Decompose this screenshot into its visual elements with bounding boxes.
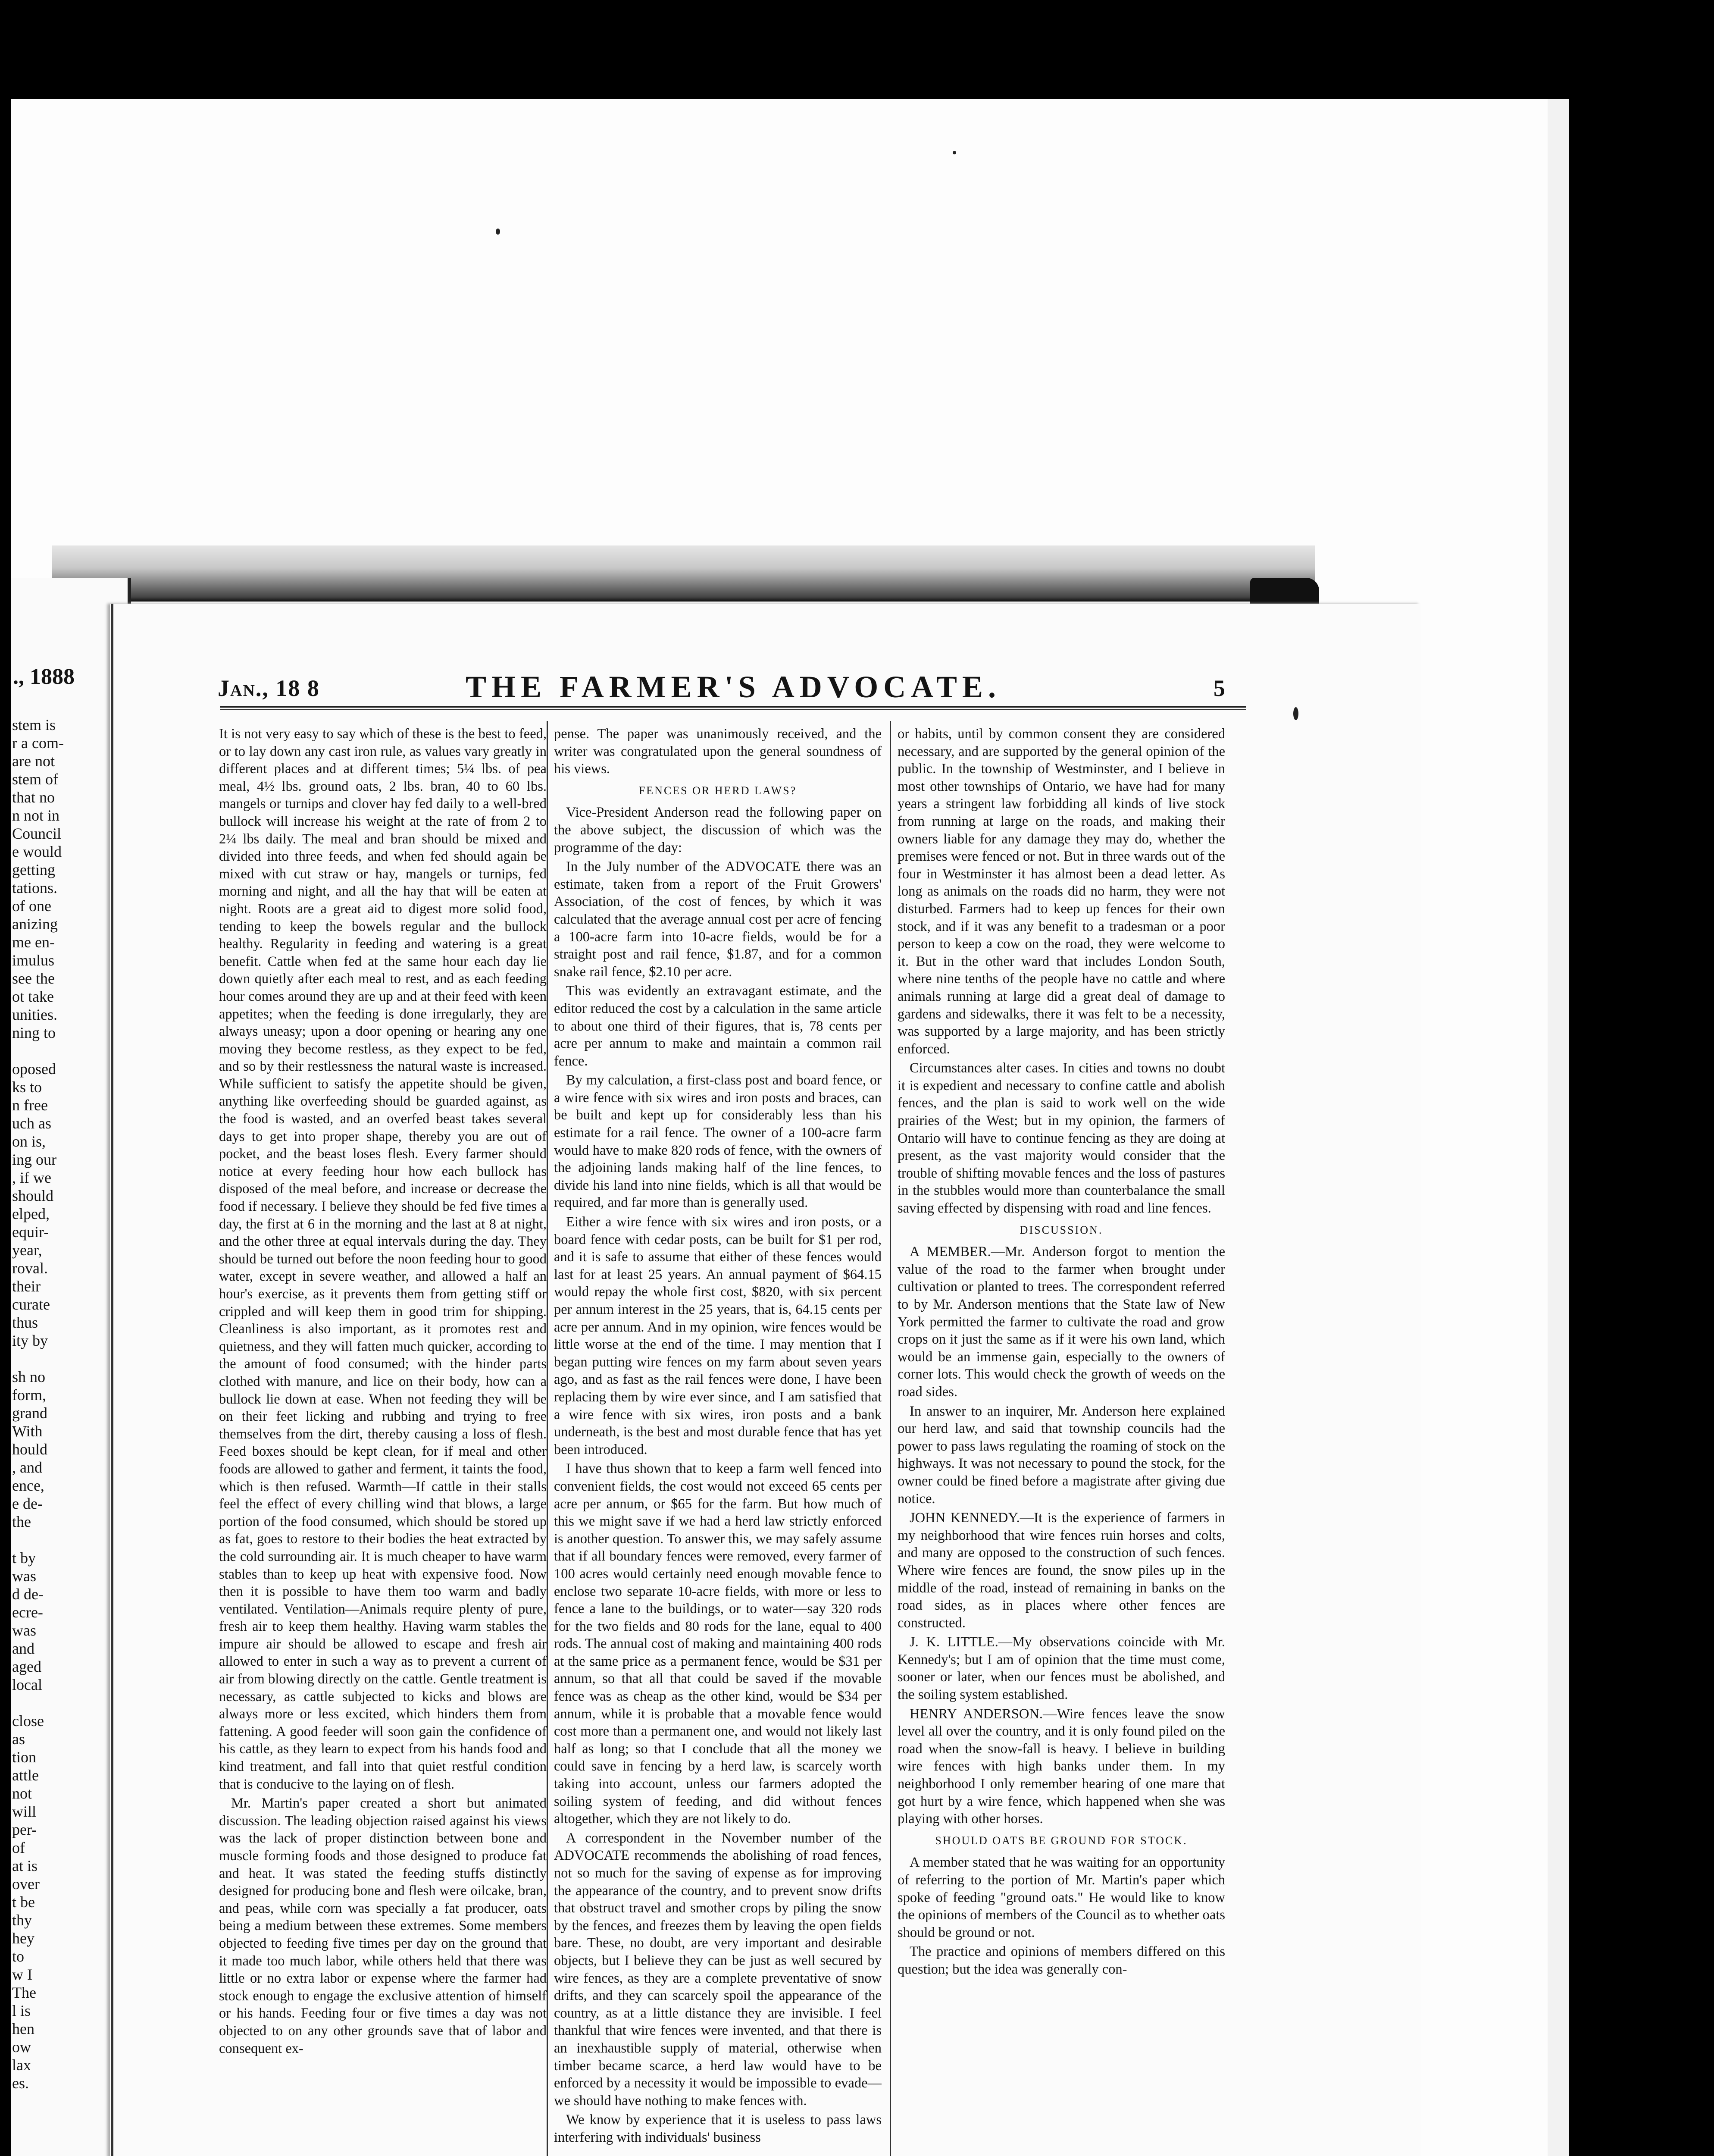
- paragraph: Circumstances alter cases. In cities and towns no doubt it is expedient and necessary to confine cattle and abolish fences, and the plan is said to work well on the wide prairies of the West; but in my opinion, the farmers of Ontario will have to continue fencing as they are doing at present, as the vast majority would consider that the trouble of shifting movable fences and the loss of pastures in the stubbles would more than counterbalance the small saving effected by dispensing with road and line fences.: [898, 1060, 1225, 1216]
- previous-page-fragment: hey: [12, 1930, 34, 1947]
- previous-page-fragment: imulus: [12, 952, 55, 969]
- previous-page-fragment: [12, 1350, 120, 1368]
- paragraph: J. K. LITTLE.—My observations coincide with Mr. Kennedy's; but I am of opinion that the time must come, sooner or later, when our fences must be abolished, and the soiling system established.: [898, 1634, 1225, 1703]
- previous-page-fragment: of one: [12, 897, 51, 915]
- previous-page-fragment: hen: [12, 2020, 34, 2037]
- previous-page-fragment: hould: [12, 1441, 48, 1458]
- paragraph: We know by experience that it is useless to pass laws interfering with individuals' business: [554, 2112, 882, 2145]
- previous-page-fragment: e would: [12, 843, 62, 860]
- previous-page-fragment: [12, 1531, 120, 1549]
- scan-speck: [1293, 707, 1298, 720]
- previous-page-fragment: local: [12, 1676, 42, 1693]
- previous-page-fragment: r a com-: [12, 734, 64, 752]
- previous-page-fragment: uch as: [12, 1115, 51, 1132]
- header-rule-thin: [220, 709, 1246, 710]
- column-divider-2: [890, 721, 891, 2156]
- previous-page-fragment: n free: [12, 1097, 48, 1114]
- paragraph: A correspondent in the November number of the ADVOCATE recommends the abolishing of road fences, not so much for the saving of expense as for improving the appearance of the country, and to prevent snow drifts that obstruct travel and smother crops by piling the snow by the fences, and freezes them by leaving the open fields bare. These, no doubt, are very important and desirable objects, but I believe they can be just as well secured by wire fences, as they are a complete preventative of snow drifts, and they can scarcely spoil the appearance of the country, as at a little distance they are invisible. I feel thankful that wire fences were invented, and that there is an inexhaustible supply of material, otherwise when timber became scarce, a herd law would have to be enforced by a necessity it would be impossible to evade—we should have nothing to make fences with.: [554, 1830, 882, 2109]
- header-rule: [220, 706, 1246, 708]
- scan-border-left: [0, 0, 11, 2156]
- scan-speck: [953, 151, 956, 154]
- previous-page-fragment: t by: [12, 1549, 36, 1567]
- article-column-1: [219, 725, 547, 2156]
- previous-page-fragment: ks to: [12, 1078, 42, 1096]
- paragraph: HENRY ANDERSON.—Wire fences leave the snow level all over the country, and it is only found piled on the road when the snow-fall is heavy. I believe in building wire fences with high banks under them. In my neighborhood I only remember hearing of one mare that got hurt by a wire fence, which happened when she was playing with other horses.: [898, 1706, 1225, 1827]
- previous-page-fragment: ot take: [12, 988, 54, 1005]
- scan-border-top: [0, 0, 1714, 99]
- previous-page-fragment: that no: [12, 789, 55, 806]
- previous-page-fragment: per-: [12, 1821, 37, 1838]
- previous-page-fragment: form,: [12, 1386, 46, 1404]
- paragraph: A member stated that he was waiting for an opportunity of referring to the portion of Mr. Martin's paper which spoke of feeding "ground oats." He would like to know the opinions of members of the Council as to whether oats should be ground or not.: [898, 1855, 1225, 1940]
- previous-page-fragment: on is,: [12, 1133, 46, 1150]
- previous-page-header: ., 1888: [13, 664, 75, 689]
- previous-page-fragment: aged: [12, 1658, 41, 1675]
- previous-page-fragment: elped,: [12, 1205, 50, 1222]
- masthead-title: THE FARMER'S ADVOCATE.: [466, 670, 1001, 704]
- paragraph: pense. The paper was unanimously received, and the writer was congratulated upon the general soundness of his views.: [554, 726, 882, 777]
- previous-page-fragment: stem of: [12, 771, 58, 788]
- previous-page-fragment: was: [12, 1622, 36, 1639]
- issue-date: Jan., 18 8: [218, 675, 320, 701]
- previous-page-fragment: d de-: [12, 1586, 44, 1603]
- previous-page-fragment: was: [12, 1567, 36, 1585]
- previous-page-fragment: roval.: [12, 1260, 48, 1277]
- previous-page-fragment: The: [12, 1984, 36, 2001]
- previous-page-fragment: their: [12, 1278, 41, 1295]
- previous-page-fragment: stem is: [12, 716, 56, 733]
- previous-page-fragment: and: [12, 1640, 34, 1657]
- previous-page-fragment: at is: [12, 1857, 38, 1874]
- paragraph: In the July number of the ADVOCATE there was an estimate, taken from a report of the Fruit Growers' Association, of the cost of fences, by which it was calculated that the average annual cost per acre of fencing a 100-acre farm into 10-acre fields, would be for a straight post and rail fence, $1.87, and for a common snake rail fence, $2.10 per acre.: [554, 859, 882, 980]
- paragraph: I have thus shown that to keep a farm well fenced into convenient fields, the cost would not exceed 65 cents per acre per annum, or $65 for the farm. But how much of this we might save if we had a herd law strictly enforced is another question. To answer this, we may safely assume that if all boundary fences were removed, every farmer of 100 acres would certainly need enough movable fence to enclose two separate 10-acre fields, with more or less to fence a lane to the buildings, or to water—say 320 rods for the two fields and 80 rods for the lane, equal to 400 rods. The annual cost of making and maintaining 400 rods at the same price as a permanent fence, would be $31 per annum, so that all that could be saved if the movable fence was as cheap as the other kind, would be $34 per annum, while it is probable that a movable fence would cost more than a permanent one, and would not likely last half as long; so that I conclude that all the money we could save in fencing by a herd law, is scarcely worth taking into account, unless our farmers adopted the soiling system of feeding, and did without fences altogether, which they are not likely to do.: [554, 1461, 882, 1827]
- previous-page-fragment: ence,: [12, 1477, 44, 1494]
- previous-page-fragment: lax: [12, 2056, 31, 2074]
- previous-page-fragment: close: [12, 1712, 44, 1730]
- previous-page-fragment: equir-: [12, 1223, 49, 1241]
- previous-page-fragment: getting: [12, 861, 55, 878]
- previous-page-fragment: as: [12, 1730, 25, 1748]
- previous-page-fragment: thy: [12, 1912, 32, 1929]
- previous-page-fragment: [12, 1694, 120, 1712]
- page-number: 5: [1214, 675, 1225, 701]
- previous-page-fragment: see the: [12, 970, 55, 987]
- previous-page-fragment: to: [12, 1948, 25, 1965]
- previous-page-fragment: t be: [12, 1893, 35, 1911]
- previous-page-fragment: n not in: [12, 807, 60, 824]
- section-heading: SHOULD OATS BE GROUND FOR STOCK.: [935, 1834, 1188, 1847]
- previous-page-fragment: thus: [12, 1314, 38, 1331]
- previous-page-fragment: anizing: [12, 915, 58, 933]
- previous-page-text-fragments: [12, 716, 120, 2092]
- paragraph: Mr. Martin's paper created a short but animated discussion. The leading objection raised against his views was the lack of proper distinction between bone and muscle forming foods and those designed to produce fat and heat. It was stated the feeding stuffs distinctly designed for producing bone and flesh were oilcake, bran, and peas, while corn was specially a fat producer, oats being a medium between these extremes. Some members objected to feeding five times per day on the ground that it made too much labor, while others held that there was little or no extra labor or expense where the farmer had stock enough to engage the exclusive attention of himself or his hands. Feeding four or five times a day was not objected to on any other grounds save that of labor and consequent ex-: [219, 1796, 547, 2056]
- scan-border-right: [1569, 99, 1714, 2156]
- previous-page-fragment: es.: [12, 2075, 29, 2092]
- paragraph: JOHN KENNEDY.—It is the experience of farmers in my neighborhood that wire fences ruin horses and colts, and many are opposed to the construction of such fences. Where wire fences are found, the snow piles up in the middle of the road, instead of remaining in banks on the road sides, as in places where other fences are constructed.: [898, 1510, 1225, 1631]
- previous-page-fragment: the: [12, 1513, 31, 1530]
- paragraph: Either a wire fence with six wires and iron posts, or a board fence with cedar posts, can be built for $1 per rod, and it is safe to assume that either of these fences would last for at least 25 years. An annual payment of $64.15 would repay the whole first cost, $820, with six percent per annum interest in the 25 years, that is, 64.15 cents per acre per annum. And in my opinion, wire fences would be little worse at the end of the time. I may mention that I began putting wire fences on my farm about seven years ago, and as fast as the rail fences were done, I have been replacing them by wire ever since, and I am satisfied that a wire fence with six wires, iron posts and a bank underneath, is the best and most durable fence that has yet been introduced.: [554, 1214, 882, 1457]
- previous-page-fragment: , if we: [12, 1169, 51, 1186]
- previous-page-fragment: sh no: [12, 1368, 46, 1385]
- previous-page-fragment: Council: [12, 825, 61, 842]
- previous-page-fragment: unities.: [12, 1006, 57, 1023]
- section-heading: FENCES OR HERD LAWS?: [638, 784, 797, 797]
- paragraph: The practice and opinions of members differed on this question; but the idea was generally con-: [898, 1944, 1225, 1977]
- paragraph: It is not very easy to say which of these is the best to feed, or to lay down any cast iron rule, as values vary greatly in different places and at different times; 5¼ lbs. of pea meal, 4½ lbs. ground oats, 2 lbs. bran, 40 to 60 lbs. mangels or turnips and clover hay fed daily to a well-bred bullock will increase his weight at the rate of from 2 to 2¼ lbs daily. The meal and bran should be mixed and divided into three feeds, and when fed should again be mixed with cut straw or hay, mangels or turnips, fed morning and night, and all the hay that will be eaten at night. Roots are a great aid to digest more solid food, tending to keep the bowels regular and the bullock healthy. Regularity in feeding and watering is a great benefit. Cattle when fed at the same hour each day lie down quietly after each meal to rest, and as each feeding hour comes around they are up and at their feed with keen appetites; when the feeding is done irregularly, they are always uneasy; upon a door opening or hearing any one moving they become restless, as they expect to be fed, and so by their restlessness the natural waste is increased. While sufficient to satisfy the appetite should be given, anything like overfeeding should be guarded against, as the food is wasted, and an overfed beast takes several days to get into proper shape, thereby you are out of pocket, and the beast loses flesh. Every farmer should notice at every feeding hour how each bullock has disposed of the meal before, and increase or decrease the food if necessary. I believe they should be fed five times a day, the first at 6 in the morning and the last at 8 at night, and the other three at equal intervals during the day. They should be turned out before the noon feeding hour to good water, except in severe weather, and allowed a half an hour's exercise, as it prevents them from getting stiff or crippled and will keep them in good trim for shipping. Cleanliness is also important, as it promotes rest and quietness, and they will fatten much quicker, according to the amount of food consumed; with the hinder parts clothed with manure, and lice on their body, how can a bullock lie down at ease. When not feeding they will be on their feet licking and rubbing and trying to free themselves from the dirt, thereby causing a loss of flesh. Feed boxes should be kept clean, for if meal and other foods are allowed to gather and ferment, it taints the food, which is then refused. Warmth—If cattle in their stalls feel the effect of every chilling wind that blows, a large portion of the food consumed, which should be stored up as fat, goes to restore to their bodies the heat extracted by the cold surrounding air. It is much cheaper to have warm stables than to keep up heat with expensive food. Now then it is possible to have them too warm and badly ventilated. Ventilation—Animals require plenty of pure, fresh air to keep them healthy. Having warm stables the impure air should be allowed to escape and fresh air allowed to enter in such a way as to prevent a current of air from blowing directly on the cattle. Gentle treatment is necessary, as cattle subjected to kicks and blows are always more or less excited, which hinders them from fattening. A good feeder will soon gain the confidence of his cattle, as they learn to expect from his hands food and kind treatment, and fall into that quiet restful condition that is conducive to the laying on of flesh.: [219, 726, 547, 1792]
- next-page-edge: [1548, 99, 1569, 2156]
- previous-page-fragment: me en-: [12, 934, 55, 951]
- paragraph: Vice-President Anderson read the following paper on the above subject, the discussion of which was the programme of the day:: [554, 805, 882, 856]
- previous-page-fragment: should: [12, 1187, 54, 1204]
- previous-page-fragment: oposed: [12, 1060, 56, 1078]
- previous-page-fragment: ecre-: [12, 1604, 43, 1621]
- column-divider-1: [547, 721, 548, 2156]
- previous-page-fragment: tations.: [12, 879, 57, 896]
- previous-page-fragment: ow: [12, 2038, 31, 2056]
- previous-page-fragment: of: [12, 1839, 25, 1856]
- previous-page-fragment: will: [12, 1803, 37, 1820]
- paragraph: A MEMBER.—Mr. Anderson forgot to mention the value of the road to the farmer when brought under cultivation or planted to trees. The correspondent referred to by Mr. Anderson mentions that the State law of New York permitted the farmer to cultivate the road and grow crops on it just the same as if it were his own land, which would be an immense gain, especially to the owners of corner lots. This would check the growth of weeds on the road sides.: [898, 1244, 1225, 1400]
- previous-page-fragment: [12, 1042, 120, 1060]
- previous-page-fragment: not: [12, 1785, 32, 1802]
- paragraph: In answer to an inquirer, Mr. Anderson here explained our herd law, and said that township councils had the power to pass laws regulating the roaming of stock on the highways. It was not necessary to pound the stock, for the owner could be fined before a magistrate after giving due notice.: [898, 1403, 1225, 1507]
- previous-page-fragment: With: [12, 1423, 43, 1440]
- previous-page-fragment: l is: [12, 2002, 31, 2019]
- previous-page-fragment: ning to: [12, 1024, 56, 1041]
- previous-page-fragment: over: [12, 1875, 40, 1893]
- previous-page-fragment: tion: [12, 1749, 37, 1766]
- scan-speck: [496, 229, 500, 235]
- paragraph: This was evidently an extravagant estimate, and the editor reduced the cost by a calculation in the same article to about one third of their figures, that is, 78 cents per acre per annum to make and maintain a common rail fence.: [554, 983, 882, 1069]
- article-column-2: [554, 725, 882, 2156]
- paragraph: By my calculation, a first-class post and board fence, or a wire fence with six wires and iron posts and braces, can be built and kept up for considerably less than his estimate for a rail fence. The owner of a 100-acre farm would have to make 820 rods of fence, with the owners of the adjoining lands making half of the line fences, to divide his land into nine fields, which is all that would be required, and far more than is generally used.: [554, 1072, 882, 1211]
- previous-page-fragment: e de-: [12, 1495, 43, 1512]
- previous-page-fragment: attle: [12, 1767, 39, 1784]
- article-column-3: [898, 725, 1225, 2156]
- previous-page-fragment: ing our: [12, 1151, 56, 1168]
- previous-page-fragment: ity by: [12, 1332, 48, 1349]
- previous-page-fragment: curate: [12, 1296, 50, 1313]
- previous-page-fragment: are not: [12, 752, 55, 770]
- previous-page-fragment: , and: [12, 1459, 42, 1476]
- section-heading: DISCUSSION.: [1020, 1223, 1103, 1236]
- previous-page-fragment: w I: [12, 1966, 32, 1983]
- page-fold-shadow: [52, 545, 1315, 602]
- paragraph: or habits, until by common consent they are considered necessary, and are supported by the general opinion of the public. In the township of Westminster, and I believe in most other townships of Ontario, we have had for many years a stringent law forbidding all kinds of live stock from running at large on the roads, and making their owners liable for any damage they may do, whether the premises were fenced or not. But in three wards out of the four in Westminster it has almost been a dead letter. As long as animals on the roads did no harm, they were not disturbed. Farmers had to keep up fences for their own stock, and if it was any benefit to a tradesman or a poor person to keep a cow on the road, they were welcome to it. But in the other ward that includes London South, where nine tenths of the people have no cattle and where animals running at large did a great deal of damage to gardens and sidewalks, there it was felt to be a necessity, was supported by a large majority, and has been strictly enforced.: [898, 726, 1225, 1057]
- previous-page-fragment: year,: [12, 1241, 42, 1259]
- previous-page-fragment: grand: [12, 1404, 47, 1422]
- page-left-edge-rule: [111, 604, 113, 2156]
